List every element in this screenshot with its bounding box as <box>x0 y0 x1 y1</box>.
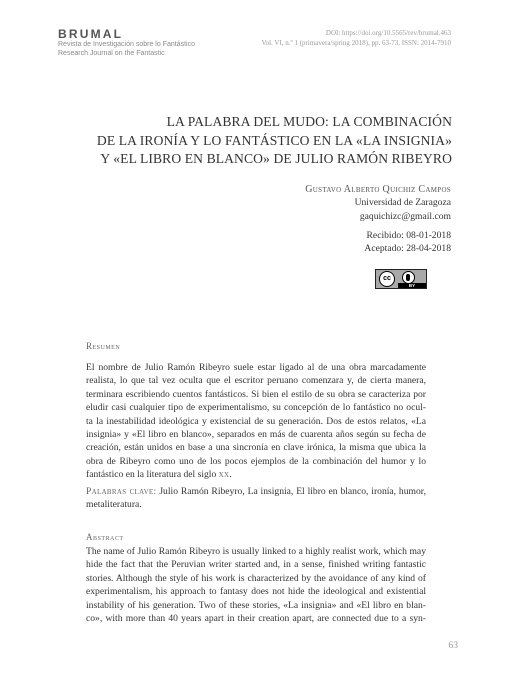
resumen-line: ta la inestabilidad ideológica y existencial de su generación. Dos de estos relatos, «La <box>86 415 426 427</box>
century-numeral: xx <box>218 469 230 481</box>
received-date: Recibido: 08-01-2018 <box>366 230 451 241</box>
abstract-line: co», with more than 40 years apart in their creation apart, are connected due to a syn- <box>86 613 426 625</box>
resumen-last-period: . <box>229 469 232 481</box>
abstract-text <box>86 545 426 625</box>
keywords-line-1 <box>86 485 426 498</box>
resumen-text <box>86 361 426 482</box>
abstract-line: experimentalism, his approach to fantasy does not hide the ideological and existential <box>86 586 426 598</box>
resumen-line: obra de Ribeyro como uno de los pocos ejemplos de la combinación del humor y lo <box>86 455 426 467</box>
title-line-1: LA PALABRA DEL MUDO: LA COMBINACIÓN <box>166 114 452 129</box>
author-affiliation: Universidad de Zaragoza <box>354 197 451 209</box>
resumen-heading: Resumen <box>86 341 121 351</box>
journal-name: BRUMAL <box>58 27 124 41</box>
resumen-line: eludir casi cualquier tipo de experimentalismo, su concepción de lo fantástico no ocul- <box>86 402 426 414</box>
abstract-line: instability of his generation. Two of these stories, «La insignia» and «El libro en blan- <box>86 599 426 611</box>
resumen-line: El nombre de Julio Ramón Ribeyro suele estar ligado al de una obra marcadamente <box>86 362 426 373</box>
volume-info: Vol. VI, n.º 1 (primavera/spring 2018), pp. 63-73, ISSN: 2014-7910 <box>261 38 451 47</box>
cc-by-license-icon[interactable] <box>375 269 427 289</box>
resumen-last-line <box>86 468 426 481</box>
resumen-line: insignia» y «El libro en blanco», separados en más de cuarenta años según su fecha de <box>86 429 426 441</box>
page-number: 63 <box>448 640 458 651</box>
title-line-2: DE LA IRONÍA Y LO FANTÁSTICO EN LA «LA INSIGNIA» <box>96 132 452 148</box>
journal-subtitle <box>58 41 258 58</box>
header-citation <box>261 29 451 48</box>
cc-icon: cc <box>379 271 395 287</box>
resumen-line: terminara escribiendo cuentos fantásticos. Si bien el estilo de su obra se caracteriza por <box>86 388 426 400</box>
doi-link[interactable]: DOI: https://doi.org/10.5565/rev/brumal.463 <box>325 29 451 37</box>
resumen-line: realista, lo que tal vez oculta que el escritor peruano comenzara y, de cierta manera, <box>86 375 426 387</box>
journal-subtitle-es: Revista de Investigación sobre lo Fantástico <box>58 41 195 48</box>
by-label: BY <box>398 283 426 288</box>
resumen-last-text: fantástico en la literatura del siglo <box>86 469 219 481</box>
journal-subtitle-en: Research Journal on the Fantastic <box>58 49 165 57</box>
title-line-3: Y «EL LIBRO EN BLANCO» DE JULIO RAMÓN RIBEYRO <box>100 151 452 166</box>
author-block <box>305 183 451 223</box>
resumen-line: creación, están unidos en base a una sincronía en clave irónica, la misma que ubica la <box>86 442 426 454</box>
abstract-heading: Abstract <box>86 532 124 542</box>
article-title <box>58 113 452 169</box>
keywords-label: Palabras clave: <box>86 486 157 497</box>
keywords-line-2: metaliteratura. <box>86 499 142 511</box>
dates-block <box>364 229 451 256</box>
accepted-date: Aceptado: 28-04-2018 <box>364 243 451 255</box>
keywords-values: Julio Ramón Ribeyro, La insignia, El libro en blanco, ironía, humor, <box>156 486 426 497</box>
abstract-line: stories. Although the style of his work is characterized by the avoidance of any kind of <box>86 572 426 584</box>
author-email[interactable]: gaquichizc@gmail.com <box>359 210 451 222</box>
abstract-line: The name of Julio Ramón Ribeyro is usually linked to a highly realist work, which may <box>86 546 426 557</box>
keywords-block <box>86 485 426 512</box>
author-name: Gustavo Alberto Quichiz Campos <box>305 184 451 195</box>
abstract-line: hide the fact that the Peruvian writer started and, in a sense, finished writing fantastic <box>86 559 426 571</box>
